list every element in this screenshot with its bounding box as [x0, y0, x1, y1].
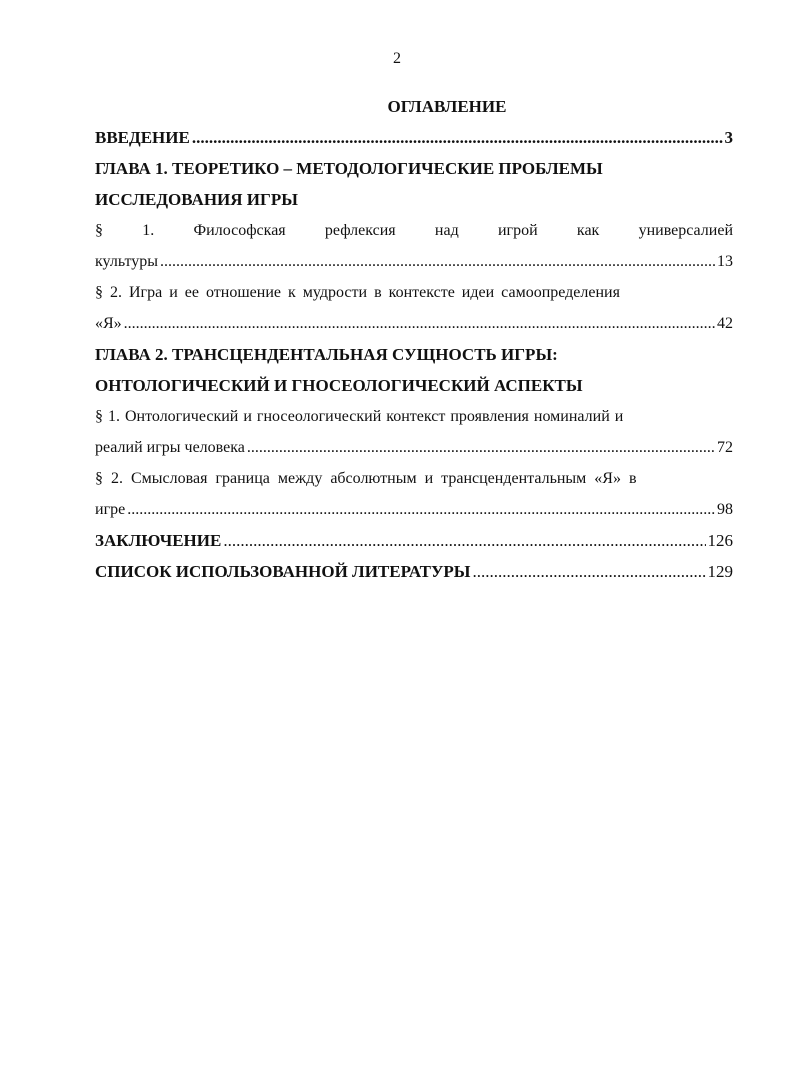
toc-entry-label: реалий игры человека: [95, 439, 245, 456]
dot-leader: [192, 122, 723, 153]
dot-leader: [223, 525, 705, 556]
toc-entry-page: 129: [707, 562, 733, 581]
dot-leader: [127, 494, 715, 525]
toc-entry-conclusion[interactable]: [95, 525, 733, 556]
toc-entry-page: 42: [717, 315, 733, 332]
page-number: 2: [393, 50, 401, 67]
toc-entry-bibliography[interactable]: [95, 556, 733, 587]
toc-section-1-1-line-1[interactable]: [95, 215, 733, 246]
toc-chapter-2-line-2[interactable]: ОНТОЛОГИЧЕСКИЙ И ГНОСЕОЛОГИЧЕСКИЙ АСПЕКТЫ: [95, 376, 583, 395]
toc-word: рефлексия: [324, 222, 396, 239]
toc-word: над: [434, 222, 459, 239]
toc-word: как: [576, 222, 600, 239]
toc-section-2-2-line-2[interactable]: [95, 494, 733, 525]
toc-chapter-1-line-1[interactable]: ГЛАВА 1. ТЕОРЕТИКО – МЕТОДОЛОГИЧЕСКИЕ ПРОБЛЕМЫ: [95, 159, 603, 178]
toc-section-1-1-line-2[interactable]: [95, 246, 733, 277]
toc-entry-label: «Я»: [95, 315, 122, 332]
toc-word: игрой: [497, 222, 538, 239]
toc-title: ОГЛАВЛЕНИЕ: [387, 97, 507, 116]
toc-section-1-2-line-1[interactable]: § 2. Игра и ее отношение к мудрости в контексте идеи самоопределения: [95, 284, 620, 301]
toc-entry-label: ВВЕДЕНИЕ: [95, 128, 190, 147]
toc-entry-label: культуры: [95, 253, 159, 270]
toc-word: 1.: [142, 222, 155, 239]
dot-leader: [124, 308, 715, 339]
toc-section-1-2-line-2[interactable]: [95, 308, 733, 339]
toc-entry-introduction[interactable]: [95, 122, 733, 153]
dot-leader: [160, 246, 715, 277]
dot-leader: [473, 556, 706, 587]
toc-entry-page: 126: [707, 531, 733, 550]
dot-leader: [247, 432, 715, 463]
toc-word: §: [95, 222, 103, 239]
table-of-contents: [95, 122, 733, 587]
toc-entry-page: 13: [717, 253, 733, 270]
toc-chapter-1-line-2[interactable]: ИССЛЕДОВАНИЯ ИГРЫ: [95, 190, 298, 209]
toc-entry-label: СПИСОК ИСПОЛЬЗОВАННОЙ ЛИТЕРАТУРЫ: [95, 562, 471, 581]
toc-entry-page: 98: [717, 501, 733, 518]
toc-entry-page: 72: [717, 439, 733, 456]
toc-section-2-1-line-1[interactable]: § 1. Онтологический и гносеологический контекст проявления номиналий и: [95, 408, 624, 425]
toc-entry-label: игре: [95, 501, 126, 518]
toc-word: Философская: [193, 222, 286, 239]
toc-entry-page: 3: [724, 128, 733, 147]
toc-chapter-2-line-1[interactable]: ГЛАВА 2. ТРАНСЦЕНДЕНТАЛЬНАЯ СУЩНОСТЬ ИГРЫ:: [95, 345, 558, 364]
toc-section-2-1-line-2[interactable]: [95, 432, 733, 463]
toc-entry-label: ЗАКЛЮЧЕНИЕ: [95, 531, 222, 550]
toc-section-2-2-line-1[interactable]: § 2. Смысловая граница между абсолютным и трансцендентальным «Я» в: [95, 470, 637, 487]
toc-word: универсалией: [638, 222, 733, 239]
